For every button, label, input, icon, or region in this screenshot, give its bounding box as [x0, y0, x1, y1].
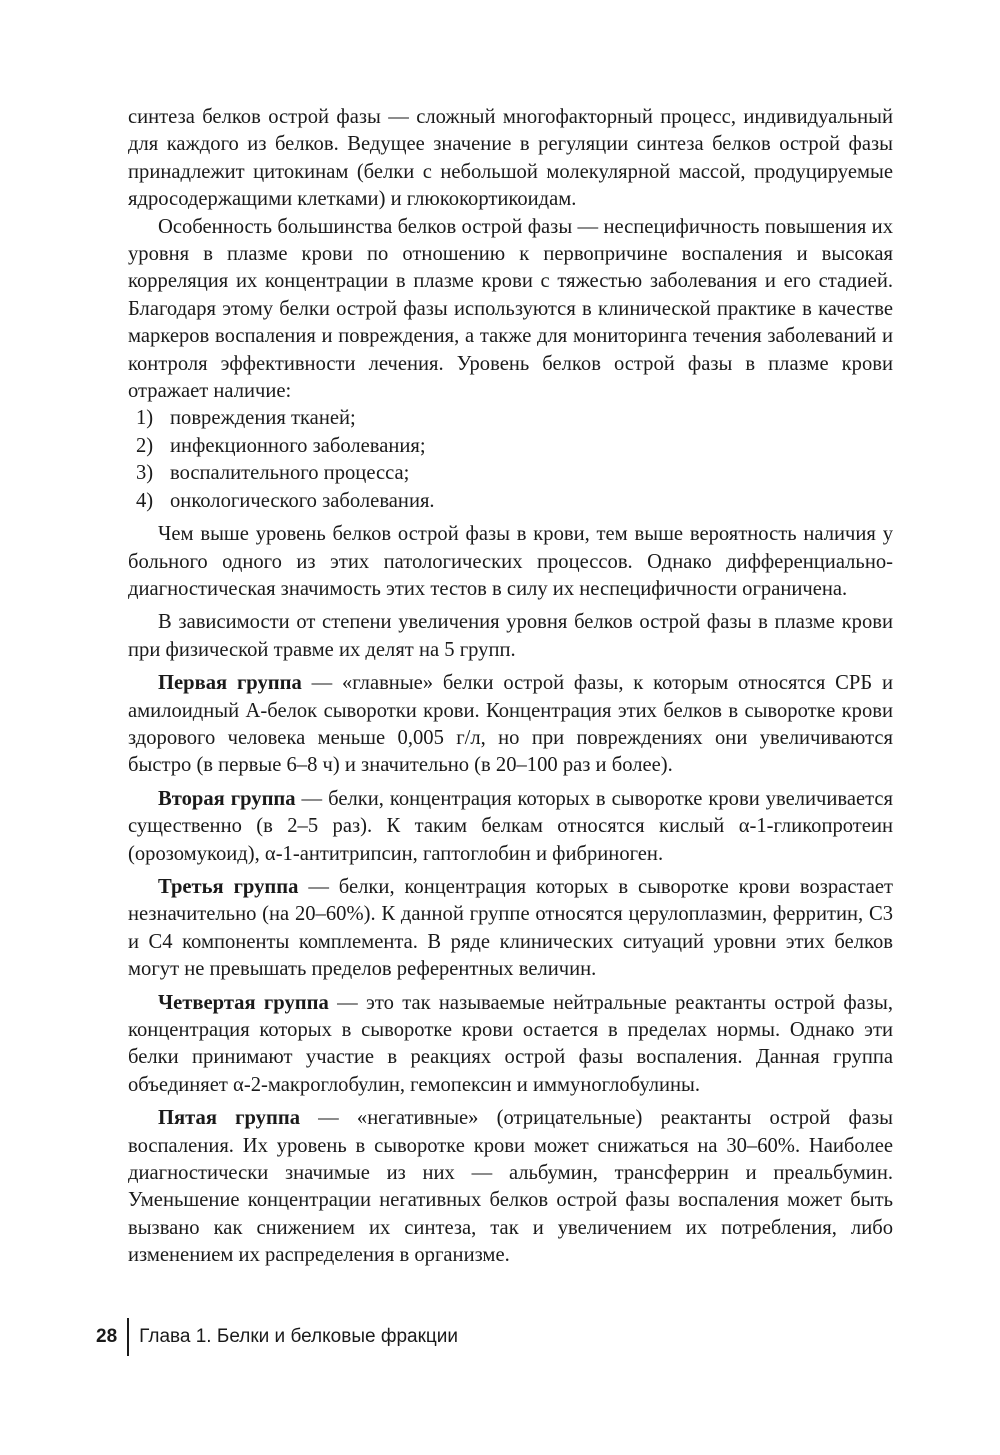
list-number: 1): [136, 407, 154, 430]
list-item: [128, 405, 893, 432]
footer-divider: [127, 1318, 129, 1356]
group-label: Пятая группа: [158, 1107, 300, 1130]
group-text: — это так называемые нейтральные реактанты острой фазы, концентрация которых в сыворотке крови остается в пределах нормы. Однако эти белки принимают участие в реакциях острой фазы воспаления. Данная группа объединяет α-2-макроглобулин, гемопексин и иммуноглобулины.: [128, 991, 893, 1096]
group-paragraph-5: [128, 1105, 893, 1269]
list-number: 2): [136, 434, 154, 457]
group-text: — белки, концентрация которых в сыворотке крови увеличивается существенно (в 2–5 раз). К таким белкам относятся кислый α-1-гликопротеин (орозомукоид), α-1-антитрипсин, гаптоглобин и фибриноген.: [128, 787, 893, 865]
group-label: Вторая группа: [158, 787, 296, 810]
page-number: 28: [96, 1326, 118, 1347]
chapter-title: Глава 1. Белки и белковые фракции: [139, 1326, 459, 1347]
list-number: 4): [136, 489, 154, 512]
group-text: — «главные» белки острой фазы, к которым относятся СРБ и амилоидный А-белок сыворотки крови. Концентрация этих белков в сыворотке крови здорового человека меньше 0,005 г/л, но при повреждениях они увеличиваются быстро (в первые 6–8 ч) и значительно (в 20–100 раз и более).: [128, 672, 893, 777]
list-item: [128, 460, 893, 487]
page-body: [128, 104, 893, 1270]
group-label: Первая группа: [158, 672, 302, 695]
group-label: Третья группа: [158, 875, 299, 898]
group-paragraph-1: [128, 670, 893, 780]
paragraph: Чем выше уровень белков острой фазы в крови, тем выше вероятность наличия у больного одного из этих патологических процессов. Однако дифференциально-диагностическая значимость этих тестов в силу их неспецифичности ограничена.: [128, 523, 893, 600]
group-paragraph-3: [128, 874, 893, 984]
list-text: повреждения тканей;: [170, 407, 356, 430]
group-paragraph-2: [128, 786, 893, 868]
list-text: воспалительного процесса;: [170, 462, 410, 485]
group-text: — «негативные» (отрицательные) реактанты острой фазы воспаления. Их уровень в сыворотке крови может снижаться на 30–60%. Наиболее диагностически значимые из них — альбумин, трансферрин и преальбумин. Уменьшение концентрации негативных белков острой фазы воспаления может быть вызвано как снижением их синтеза, так и увеличением их потребления, либо изменением их распределения в организме.: [128, 1107, 893, 1267]
page-footer: [96, 1318, 458, 1356]
paragraph: синтеза белков острой фазы — сложный многофакторный процесс, индивидуальный для каждого из белков. Ведущее значение в регуляции синтеза белков острой фазы принадлежит цитокинам (белки с небольшой молекулярной массой, продуцируемые ядросодержащими клетками) и глюкокортикоидам.: [128, 106, 893, 211]
list-text: инфекционного заболевания;: [170, 434, 426, 457]
list-item: [128, 433, 893, 460]
paragraph: В зависимости от степени увеличения уровня белков острой фазы в плазме крови при физической травме их делят на 5 групп.: [128, 611, 893, 661]
list-text: онкологического заболевания.: [170, 489, 435, 512]
list-number: 3): [136, 462, 154, 485]
list-item: [128, 488, 893, 515]
paragraph: Особенность большинства белков острой фазы — неспецифичность повышения их уровня в плазме крови по отношению к первопричине воспаления и высокая корреляция их концентрации в плазме крови с тяжестью заболевания и его стадией. Благодаря этому белки острой фазы используются в клинической практике в качестве маркеров воспаления и повреждения, а также для мониторинга течения заболеваний и контроля эффективности лечения. Уровень белков острой фазы в плазме крови отражает наличие:: [128, 215, 893, 403]
group-label: Четвертая группа: [158, 991, 329, 1014]
group-text: — белки, концентрация которых в сыворотке крови возрастает незначительно (на 20–60%). К данной группе относятся церулоплазмин, ферритин, C3 и C4 компоненты комплемента. В ряде клинических ситуаций уровни этих белков могут не превышать пределов референтных величин.: [128, 875, 893, 981]
group-paragraph-4: [128, 990, 893, 1100]
indicator-list: [128, 405, 893, 515]
